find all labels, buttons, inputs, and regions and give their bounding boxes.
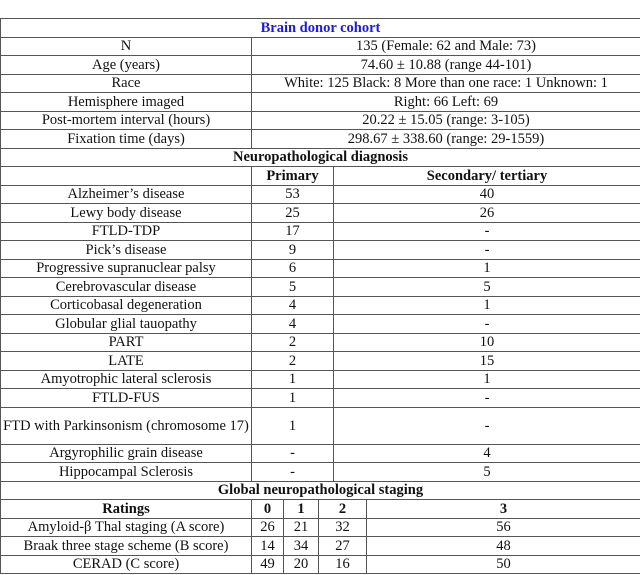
diagnosis-label: PART [1, 333, 252, 352]
diagnosis-row [1, 259, 640, 278]
diagnosis-label: FTLD-FUS [1, 389, 252, 408]
empty-header-cell [1, 167, 252, 186]
cohort-label: Post-mortem interval (hours) [1, 111, 252, 130]
diagnosis-row [1, 185, 640, 204]
cohort-row [1, 74, 640, 93]
diagnosis-label: Globular glial tauopathy [1, 315, 252, 334]
secondary-count: 15 [334, 352, 640, 371]
diagnosis-label: Amyotrophic lateral sclerosis [1, 370, 252, 389]
primary-count: 9 [252, 241, 334, 260]
table-title: Brain donor cohort [1, 19, 640, 38]
cohort-label: Age (years) [1, 56, 252, 75]
staging-value: 16 [319, 555, 367, 574]
primary-count: 5 [252, 278, 334, 297]
diagnosis-row [1, 241, 640, 260]
primary-count: 1 [252, 389, 334, 408]
staging-value: 20 [284, 555, 319, 574]
diagnosis-row [1, 333, 640, 352]
staging-value: 27 [319, 537, 367, 556]
secondary-count: 5 [334, 278, 640, 297]
primary-count: 25 [252, 204, 334, 223]
primary-count: 2 [252, 333, 334, 352]
cohort-row [1, 130, 640, 149]
staging-label: Amyloid-β Thal staging (A score) [1, 518, 252, 537]
cohort-label: Hemisphere imaged [1, 93, 252, 112]
cohort-label: N [1, 37, 252, 56]
diagnosis-row [1, 370, 640, 389]
diagnosis-label: Corticobasal degeneration [1, 296, 252, 315]
secondary-count: - [334, 389, 640, 408]
diagnosis-row [1, 278, 640, 297]
staging-column-header: 2 [319, 500, 367, 519]
cohort-value: 74.60 ± 10.88 (range 44-101) [252, 56, 640, 75]
diagnosis-row [1, 389, 640, 408]
secondary-count: 1 [334, 259, 640, 278]
title-row [1, 19, 640, 38]
staging-column-header: Ratings [1, 500, 252, 519]
diagnosis-label: Argyrophilic grain disease [1, 444, 252, 463]
secondary-count: 1 [334, 296, 640, 315]
primary-count: - [252, 444, 334, 463]
diagnosis-header-row [1, 167, 640, 186]
diagnosis-row [1, 352, 640, 371]
secondary-count: 26 [334, 204, 640, 223]
diagnosis-row [1, 222, 640, 241]
secondary-count: - [334, 241, 640, 260]
secondary-count: - [334, 315, 640, 334]
diagnosis-row [1, 296, 640, 315]
staging-column-header: 1 [284, 500, 319, 519]
diagnosis-row [1, 407, 640, 444]
secondary-count: 4 [334, 444, 640, 463]
cohort-row [1, 111, 640, 130]
staging-row [1, 537, 640, 556]
column-header-secondary: Secondary/ tertiary [334, 167, 640, 186]
cohort-label: Fixation time (days) [1, 130, 252, 149]
diagnosis-label: FTD with Parkinsonism (chromosome 17) [1, 407, 252, 444]
diagnosis-label: Pick’s disease [1, 241, 252, 260]
cohort-row [1, 93, 640, 112]
staging-label: Braak three stage scheme (B score) [1, 537, 252, 556]
primary-count: 53 [252, 185, 334, 204]
brain-donor-cohort-table [0, 18, 640, 574]
primary-count: 4 [252, 296, 334, 315]
cohort-value: Right: 66 Left: 69 [252, 93, 640, 112]
primary-count: 1 [252, 370, 334, 389]
diagnosis-heading-row [1, 148, 640, 167]
primary-count: 2 [252, 352, 334, 371]
staging-value: 49 [252, 555, 284, 574]
cohort-label: Race [1, 74, 252, 93]
staging-column-header: 0 [252, 500, 284, 519]
staging-value: 56 [367, 518, 640, 537]
diagnosis-row [1, 463, 640, 482]
secondary-count: - [334, 222, 640, 241]
staging-label: CERAD (C score) [1, 555, 252, 574]
primary-count: - [252, 463, 334, 482]
staging-value: 50 [367, 555, 640, 574]
primary-count: 6 [252, 259, 334, 278]
section-heading: Neuropathological diagnosis [1, 148, 640, 167]
staging-row [1, 518, 640, 537]
column-header-primary: Primary [252, 167, 334, 186]
staging-value: 34 [284, 537, 319, 556]
staging-value: 32 [319, 518, 367, 537]
secondary-count: 10 [334, 333, 640, 352]
staging-heading-row [1, 481, 640, 500]
cohort-row [1, 37, 640, 56]
diagnosis-row [1, 204, 640, 223]
diagnosis-label: Lewy body disease [1, 204, 252, 223]
secondary-count: 1 [334, 370, 640, 389]
primary-count: 4 [252, 315, 334, 334]
diagnosis-label: Cerebrovascular disease [1, 278, 252, 297]
diagnosis-row [1, 315, 640, 334]
diagnosis-label: FTLD-TDP [1, 222, 252, 241]
cohort-row [1, 56, 640, 75]
diagnosis-row [1, 444, 640, 463]
cohort-value: White: 125 Black: 8 More than one race: 1 Unknown: 1 [252, 74, 640, 93]
staging-header-row [1, 500, 640, 519]
diagnosis-label: Alzheimer’s disease [1, 185, 252, 204]
diagnosis-label: Progressive supranuclear palsy [1, 259, 252, 278]
staging-row [1, 555, 640, 574]
section-heading: Global neuropathological staging [1, 481, 640, 500]
secondary-count: 5 [334, 463, 640, 482]
primary-count: 1 [252, 407, 334, 444]
secondary-count: - [334, 407, 640, 444]
cohort-value: 135 (Female: 62 and Male: 73) [252, 37, 640, 56]
staging-value: 26 [252, 518, 284, 537]
cohort-value: 20.22 ± 15.05 (range: 3-105) [252, 111, 640, 130]
staging-value: 21 [284, 518, 319, 537]
staging-column-header: 3 [367, 500, 640, 519]
cohort-value: 298.67 ± 338.60 (range: 29-1559) [252, 130, 640, 149]
diagnosis-label: LATE [1, 352, 252, 371]
primary-count: 17 [252, 222, 334, 241]
staging-value: 48 [367, 537, 640, 556]
staging-value: 14 [252, 537, 284, 556]
diagnosis-label: Hippocampal Sclerosis [1, 463, 252, 482]
secondary-count: 40 [334, 185, 640, 204]
